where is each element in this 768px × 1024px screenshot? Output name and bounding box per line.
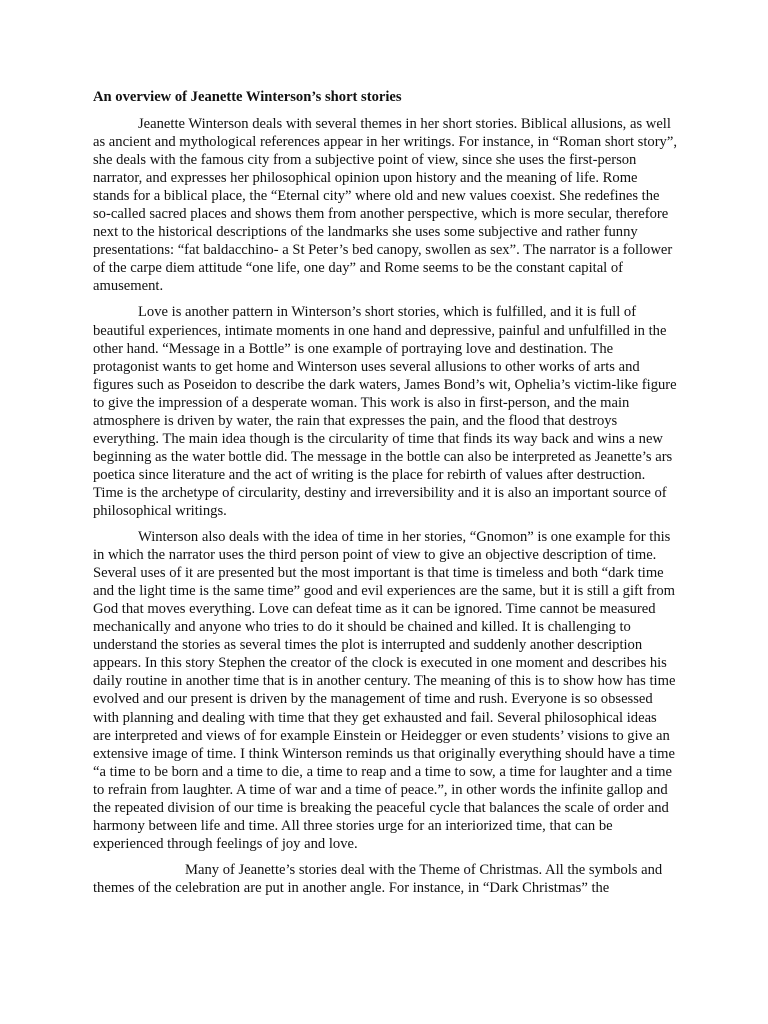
paragraph-roman-short-story: Jeanette Winterson deals with several themes in her short stories. Biblical allusions, as well as ancient and mythological references appear in her writings. For instance, in “Roman short story”, she deals with the famous city from a subjective point of view, since she uses the first-person narrator, and expresses her philosophical opinion upon history and the meaning of life. Rome stands for a biblical place, the “Eternal city” where old and new values coexist. She redefines the so-called sacred places and shows them from another perspective, which is more secular, therefore next to the historical descriptions of the landmarks she uses some subjective and rather funny presentations: “fat baldacchino- a St Peter’s bed canopy, swollen as sex”. The narrator is a follower of the carpe diem attitude “one life, one day” and Rome seems to be the constant capital of amusement. [93, 116, 677, 295]
paragraph-message-in-a-bottle: Love is another pattern in Winterson’s short stories, which is fulfilled, and it is full of beautiful experiences, intimate moments in one hand and depressive, painful and unfulfilled in the other hand. “Message in a Bottle” is one example of portraying love and destination. The protagonist wants to get home and Winterson uses several allusions to other works of arts and figures such as Poseidon to describe the dark waters, James Bond’s wit, Ophelia’s victim-like figure to give the impression of a desperate woman. This work is also in first-person, and the main atmosphere is driven by water, the rain that expresses the pain, and the flood that destroys everything. The main idea though is the circularity of time that finds its way back and wins a new beginning as the water bottle did. The message in the bottle can also be interpreted as Jeanette’s ars poetica since literature and the act of writing is the place for rebirth of values after destruction. Time is the archetype of circularity, destiny and irreversibility and it is also an important source of philosophical writings. [93, 304, 677, 519]
document-title: An overview of Jeanette Winterson’s short stories [93, 89, 402, 105]
paragraph-christmas: Many of Jeanette’s stories deal with the Theme of Christmas. All the symbols and themes of the celebration are put in another angle. For instance, in “Dark Christmas” the [93, 861, 663, 896]
document-body [93, 88, 677, 905]
paragraph-gnomon: Winterson also deals with the idea of time in her stories, “Gnomon” is one example for this in which the narrator uses the third person point of view to give an objective description of time. Several uses of it are presented but the most important is that time is timeless and both “dark time and the light time is the same time” good and evil experiences are the same, but it is still a gift from God that moves everything. Love can defeat time as it can be ignored. Time cannot be measured mechanically and anyone who tries to do it should be chained and killed. It is challenging to understand the stories as several times the plot is interrupted and suddenly another description appears. In this story Stephen the creator of the clock is executed in one moment and describes his daily routine in another time that is in another century. The meaning of this is to show how has time evolved and our present is driven by the management of time and rush. Everyone is so obsessed with planning and dealing with time that they get exhausted and fail. Several philosophical ideas are interpreted and views of for example Einstein or Heidegger or even students’ visions to give an extensive image of time. I think Winterson reminds us that originally everything should have a time “a time to be born and a time to die, a time to reap and a time to sow, a time for laughter and a time to refrain from laughter. A time of war and a time of peace.”, in other words the infinite gallop and the repeated division of our time is breaking the peaceful cycle that balances the scale of order and harmony between life and time. All three stories urge for an interiorized time, that can be experienced through feelings of joy and love. [93, 529, 676, 852]
